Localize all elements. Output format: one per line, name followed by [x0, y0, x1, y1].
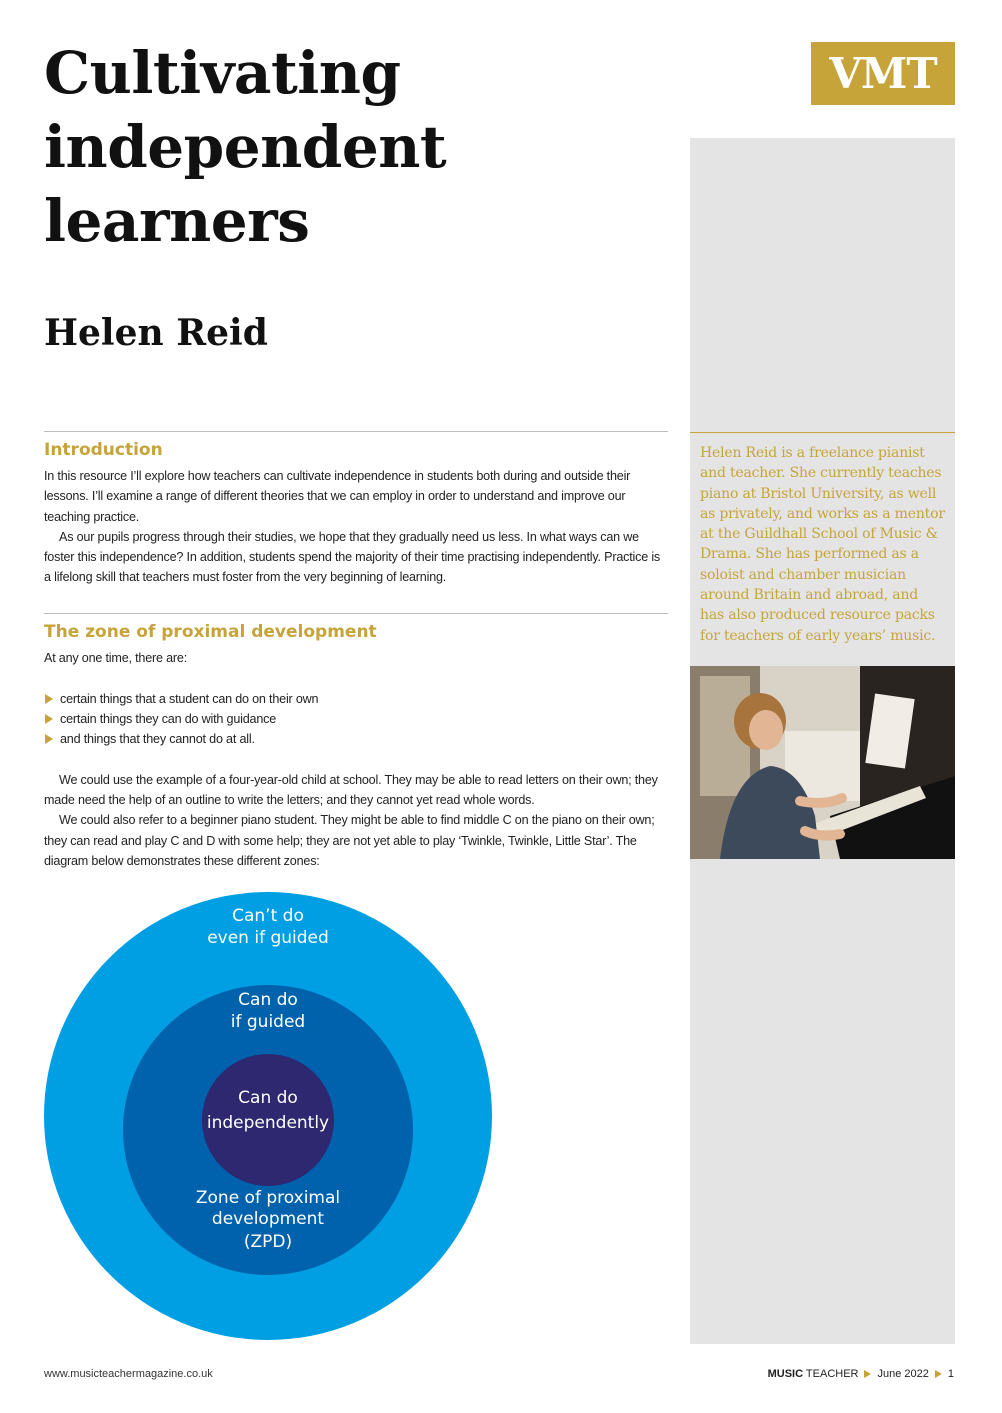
footer-brand	[768, 1368, 859, 1380]
zpd-bullet-list	[44, 689, 668, 750]
footer-brand-rest: TEACHER	[805, 1368, 859, 1380]
title-line-3: learners	[44, 187, 310, 255]
footer-brand-bold: MUSIC	[767, 1368, 804, 1380]
inner-label-line-1: Can do	[238, 1088, 298, 1108]
zpd-lead: At any one time, there are:	[44, 651, 188, 665]
zpd-label-line-3: (ZPD)	[243, 1232, 293, 1252]
zpd-paragraph-1: We could use the example of a four-year-old child at school. They may be able to read letters on their own; they made need the help of an outline to write the letters; and they cannot yet read whole words.	[44, 772, 658, 808]
author-bio	[690, 432, 955, 646]
footer-date: June 2022	[877, 1368, 929, 1380]
author-name: Helen Reid	[44, 312, 268, 354]
list-item: certain things that a student can do on their own	[44, 689, 668, 709]
introduction-body	[44, 466, 668, 588]
triangle-icon	[935, 1370, 942, 1378]
boy-playing-piano-photo	[690, 666, 955, 859]
middle-label-line-1: Can do	[238, 990, 298, 1010]
footer-info	[768, 1368, 954, 1380]
author-bio-text: Helen Reid is a freelance pianist and teacher. She currently teaches piano at Bristol University, as well as privately, and works as a mentor at the Guildhall School of Music & Drama. She has performed as a soloist and chamber musician around Britain and abroad, and has also produced resource packs for teachers of early years’ music.	[700, 445, 945, 644]
zpd-label-line-1: Zone of proximal	[195, 1188, 341, 1208]
footer-url[interactable]: www.musicteachermagazine.co.uk	[44, 1368, 213, 1380]
zpd-diagram	[44, 892, 494, 1342]
list-item: and things that they cannot do at all.	[44, 729, 668, 749]
outer-label-line-1: Can’t do	[232, 906, 304, 926]
spacer	[44, 668, 668, 688]
title-line-2: independent	[44, 113, 447, 181]
section-divider	[44, 613, 668, 614]
triangle-icon	[864, 1370, 871, 1378]
middle-label-line-2: if guided	[230, 1012, 306, 1032]
page-number: 1	[947, 1368, 954, 1380]
photo-illustration	[690, 666, 955, 859]
vmt-logo: VMT	[811, 42, 955, 105]
outer-label-line-2: even if guided	[207, 928, 329, 948]
zpd-body	[44, 648, 668, 871]
zpd-heading: The zone of proximal development	[44, 622, 377, 642]
zpd-paragraph-2: We could also refer to a beginner piano student. They might be able to find middle C on the piano on their own; they can read and play C and D with some help; they are not yet able to play ‘Twinkle, Twinkle, Little Star’. The diagram below demonstrates these different zones:	[44, 813, 655, 868]
article-title	[44, 36, 644, 258]
zpd-label-line-2: development	[211, 1209, 325, 1229]
introduction-heading: Introduction	[44, 440, 163, 460]
list-item: certain things they can do with guidance	[44, 709, 668, 729]
section-divider	[44, 431, 668, 432]
inner-label-line-2: independently	[206, 1113, 330, 1133]
title-line-1: Cultivating	[44, 39, 401, 107]
spacer	[44, 749, 668, 769]
introduction-paragraph-2: As our pupils progress through their studies, we hope that they gradually need us less. In what ways can we foster this independence? In addition, students spend the majority of their time practising independently. Practice is a lifelong skill that teachers must foster from the very beginning of learning.	[44, 529, 661, 585]
introduction-paragraph-1: In this resource I’ll explore how teachers can cultivate independence in students both during and outside their lessons. I’ll examine a range of different theories that we can employ in order to understand and improve our teaching practice.	[44, 469, 631, 524]
